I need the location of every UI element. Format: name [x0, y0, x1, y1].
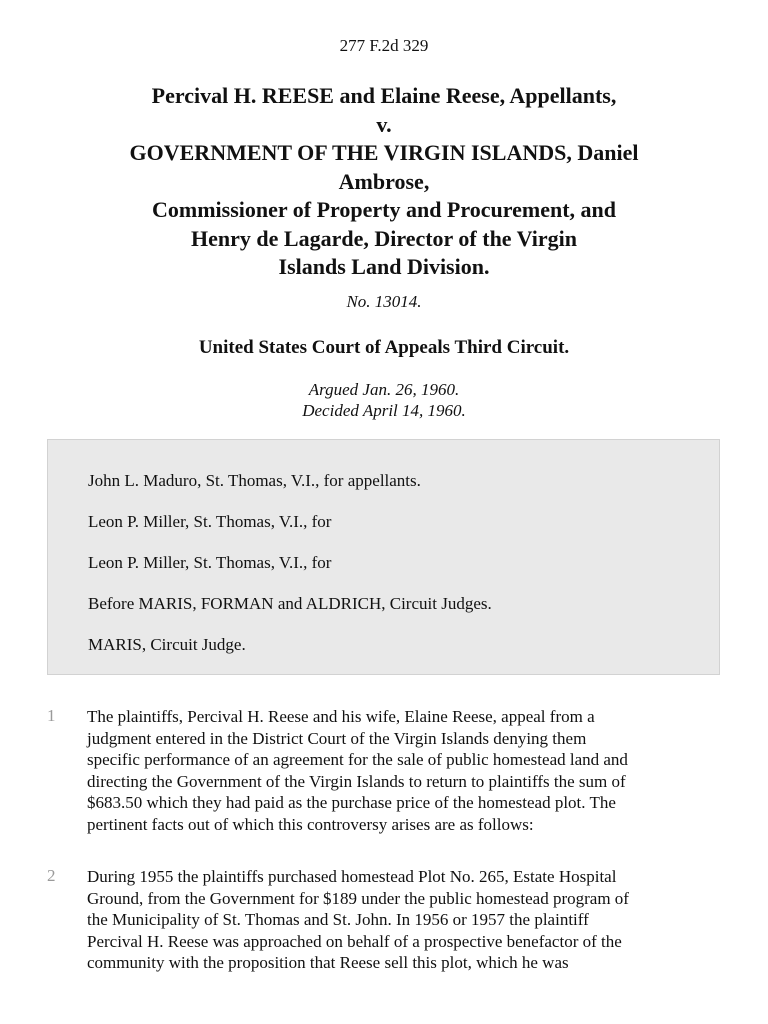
paragraph-number: 1	[47, 706, 56, 725]
text-line: judgment entered in the District Court of the Virgin Islands denying them	[87, 728, 587, 748]
paragraph-text	[87, 706, 727, 835]
text-line: During 1955 the plaintiffs purchased homestead Plot No. 265, Estate Hospital	[87, 867, 617, 886]
text-line: community with the proposition that Reese sell this plot, which he was	[87, 953, 569, 972]
paragraph-text	[87, 866, 727, 974]
argued-date: Argued Jan. 26, 1960.	[308, 380, 460, 399]
case-title	[60, 82, 708, 282]
text-line: specific performance of an agreement for the sale of public homestead land and	[87, 750, 628, 769]
title-line: Ambrose,	[338, 168, 430, 194]
text-line: $683.50 which they had paid as the purchase price of the homestead plot. The	[87, 793, 616, 812]
paragraph-number: 2	[47, 866, 56, 885]
text-line: Percival H. Reese was approached on behalf of a prospective benefactor of the	[87, 931, 622, 951]
text-line: directing the Government of the Virgin Islands to return to plaintiffs the sum of	[87, 771, 626, 791]
case-dates	[0, 379, 768, 421]
counsel-line: Leon P. Miller, St. Thomas, V.I., for	[88, 553, 332, 572]
decided-date: Decided April 14, 1960.	[302, 401, 466, 420]
title-line: v.	[376, 111, 392, 137]
text-line: the Municipality of St. Thomas and St. John. In 1956 or 1957 the plaintiff	[87, 910, 589, 929]
title-line: Islands Land Division.	[278, 254, 490, 279]
text-line: Ground, from the Government for $189 under the public homestead program of	[87, 888, 629, 908]
opinion-author: MARIS, Circuit Judge.	[88, 635, 246, 654]
title-line: GOVERNMENT OF THE VIRGIN ISLANDS, Daniel	[129, 140, 639, 165]
court-name: United States Court of Appeals Third Circuit.	[198, 337, 570, 358]
counsel-box	[47, 439, 720, 675]
text-line: pertinent facts out of which this controversy arises are as follows:	[87, 814, 534, 834]
title-line: Percival H. REESE and Elaine Reese, Appellants,	[151, 83, 617, 108]
title-line: Commissioner of Property and Procurement, and	[151, 197, 616, 222]
docket-number: No. 13014.	[346, 292, 422, 311]
text-line: The plaintiffs, Percival H. Reese and his wife, Elaine Reese, appeal from a	[87, 707, 595, 726]
title-line: Henry de Lagarde, Director of the Virgin	[191, 225, 577, 251]
panel-judges: Before MARIS, FORMAN and ALDRICH, Circuit Judges.	[88, 594, 492, 613]
counsel-line: John L. Maduro, St. Thomas, V.I., for appellants.	[88, 471, 421, 490]
counsel-line: Leon P. Miller, St. Thomas, V.I., for	[88, 512, 332, 531]
citation: 277 F.2d 329	[339, 36, 429, 55]
